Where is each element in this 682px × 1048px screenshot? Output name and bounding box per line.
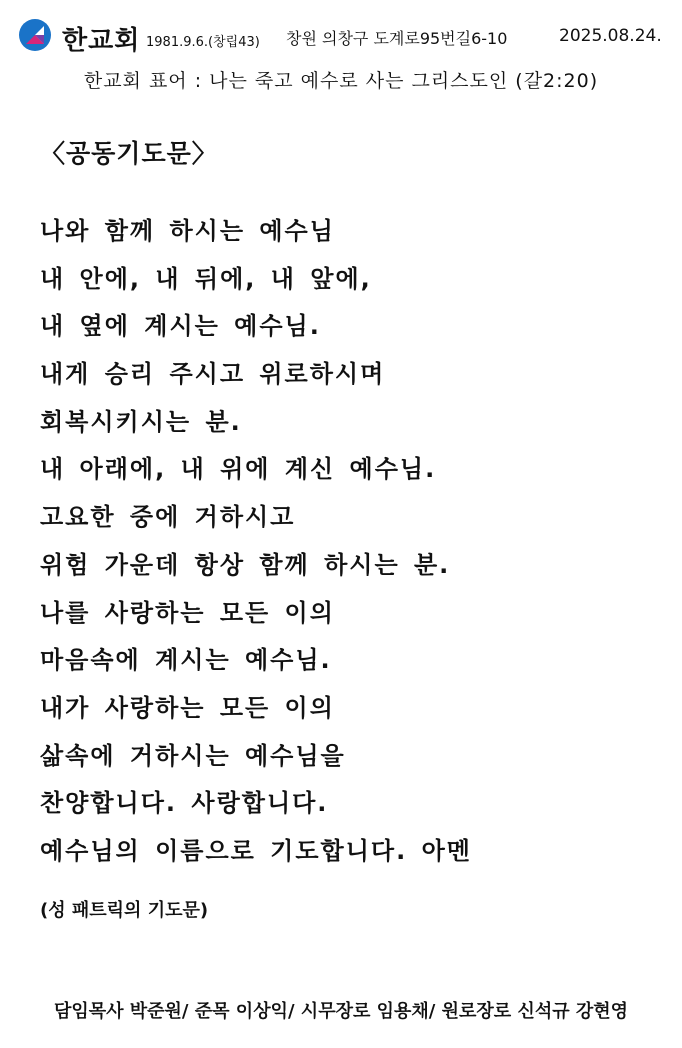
prayer-line: 삶속에 거하시는 예수님을 [40, 741, 346, 770]
founded-date: 1981.9.6.(창립43) [146, 35, 260, 50]
prayer-line: 내가 사랑하는 모든 이의 [40, 693, 335, 722]
prayer-body [40, 208, 472, 876]
bulletin-date: 2025.08.24. [559, 26, 662, 46]
prayer-line: 찬양합니다. 사랑합니다. [40, 789, 329, 818]
bulletin-header [18, 14, 668, 54]
prayer-line: 위험 가운데 항상 함께 하시는 분. [40, 550, 451, 579]
church-logo-icon [18, 18, 52, 52]
prayer-line: 회복시키시는 분. [40, 407, 242, 436]
prayer-line: 마음속에 계시는 예수님. [40, 646, 332, 675]
prayer-line: 내 옆에 계시는 예수님. [40, 312, 321, 341]
church-motto: 한교회 표어 : 나는 죽고 예수로 사는 그리스도인 (갈2:20) [83, 70, 599, 92]
prayer-line: 내게 승리 주시고 위로하시며 [40, 360, 386, 389]
prayer-line: 나를 사랑하는 모든 이의 [40, 598, 335, 627]
prayer-line: 내 안에, 내 뒤에, 내 앞에, [40, 264, 372, 293]
prayer-line: 예수님의 이름으로 기도합니다. 아멘 [40, 836, 472, 865]
prayer-line: 나와 함께 하시는 예수님 [40, 217, 335, 245]
church-name: 한교회 [62, 26, 141, 56]
staff-footer: 담임목사 박준원/ 준목 이상익/ 시무장로 임용채/ 원로장로 신석규 강현영 [53, 1001, 629, 1022]
prayer-line: 고요한 중에 거하시고 [40, 503, 296, 532]
prayer-attribution: (성 패트릭의 기도문) [40, 900, 209, 921]
church-address: 창원 의창구 도계로95번길6-10 [286, 29, 508, 48]
prayer-line: 내 아래에, 내 위에 계신 예수님. [40, 455, 437, 484]
prayer-title: 〈공동기도문〉 [40, 139, 218, 168]
